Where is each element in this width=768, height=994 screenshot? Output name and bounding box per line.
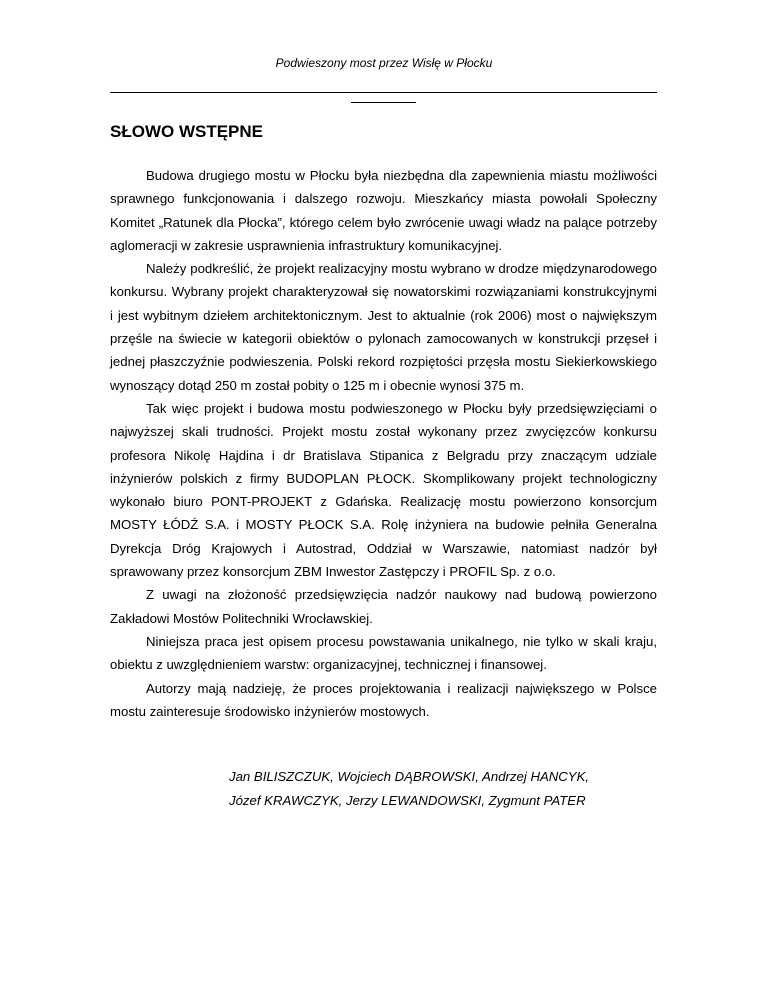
paragraph: Należy podkreślić, że projekt realizacyjny mostu wybrano w drodze międzynarodowego konkursu. Wybrany projekt charakteryzował się nowatorskimi rozwiązaniami konstrukcyjnymi i jest wybitnym dziełem architektonicznym. Jest to aktualnie (rok 2006) most o największym przęśle na świecie w kategorii obiektów o pylonach zamocowanych w konstrukcji przęseł i jednej płaszczyźnie podwieszenia. Polski rekord rozpiętości przęsła mostu Siekierkowskiego wynoszący dotąd 250 m został pobity o 125 m i obecnie wynosi 375 m. bbox=[110, 261, 657, 393]
paragraph: Budowa drugiego mostu w Płocku była niezbędna dla zapewnienia miastu możliwości sprawnego funkcjonowania i dalszego rozwoju. Mieszkańcy miasta powołali Społeczny Komitet „Ratunek dla Płocka”, którego celem było zwrócenie uwagi władz na palące potrzeby aglomeracji w zakresie usprawnienia infrastruktury komunikacyjnej. bbox=[110, 168, 657, 253]
body-text bbox=[110, 164, 657, 723]
header-rule bbox=[110, 92, 657, 93]
paragraph: Tak więc projekt i budowa mostu podwieszonego w Płocku były przedsięwzięciami o najwyższej skali trudności. Projekt mostu został wykonany przez zwycięzców konkursu profesora Nikolę Hajdina i dr Bratislava Stipanica z Belgradu przy znaczącym udziale inżynierów polskich z firmy BUDOPLAN PŁOCK. Skomplikowany projekt technologiczny wykonało biuro PONT-PROJEKT z Gdańska. Realizację mostu powierzono konsorcjum MOSTY ŁÓDŹ S.A. i MOSTY PŁOCK S.A. Rolę inżyniera na budowie pełniła Generalna Dyrekcja Dróg Krajowych i Autostrad, Oddział w Warszawie, natomiast nadzór był sprawowany przez konsorcjum ZBM Inwestor Zastępczy i PROFIL Sp. z o.o. bbox=[110, 400, 657, 580]
author-line: Józef KRAWCZYK, Jerzy LEWANDOWSKI, Zygmunt PATER bbox=[229, 793, 586, 808]
paragraph: Z uwagi na złożoność przedsięwzięcia nadzór naukowy nad budową powierzono Zakładowi Mostów Politechniki Wrocławskiej. bbox=[110, 587, 657, 626]
running-header: Podwieszony most przez Wisłę w Płocku bbox=[275, 56, 493, 70]
paragraph: Autorzy mają nadzieję, że proces projektowania i realizacji największego w Polsce mostu zainteresuje środowisko inżynierów mostowych. bbox=[110, 680, 657, 719]
paragraph: Niniejsza praca jest opisem procesu powstawania unikalnego, nie tylko w skali kraju, obiektu z uwzględnieniem warstw: organizacyjnej, technicznej i finansowej. bbox=[110, 633, 657, 673]
section-title: SŁOWO WSTĘPNE bbox=[110, 122, 263, 141]
author-line: Jan BILISZCZUK, Wojciech DĄBROWSKI, Andrzej HANCYK, bbox=[229, 769, 590, 784]
author-list bbox=[229, 765, 659, 813]
header-rule-short bbox=[351, 102, 416, 103]
